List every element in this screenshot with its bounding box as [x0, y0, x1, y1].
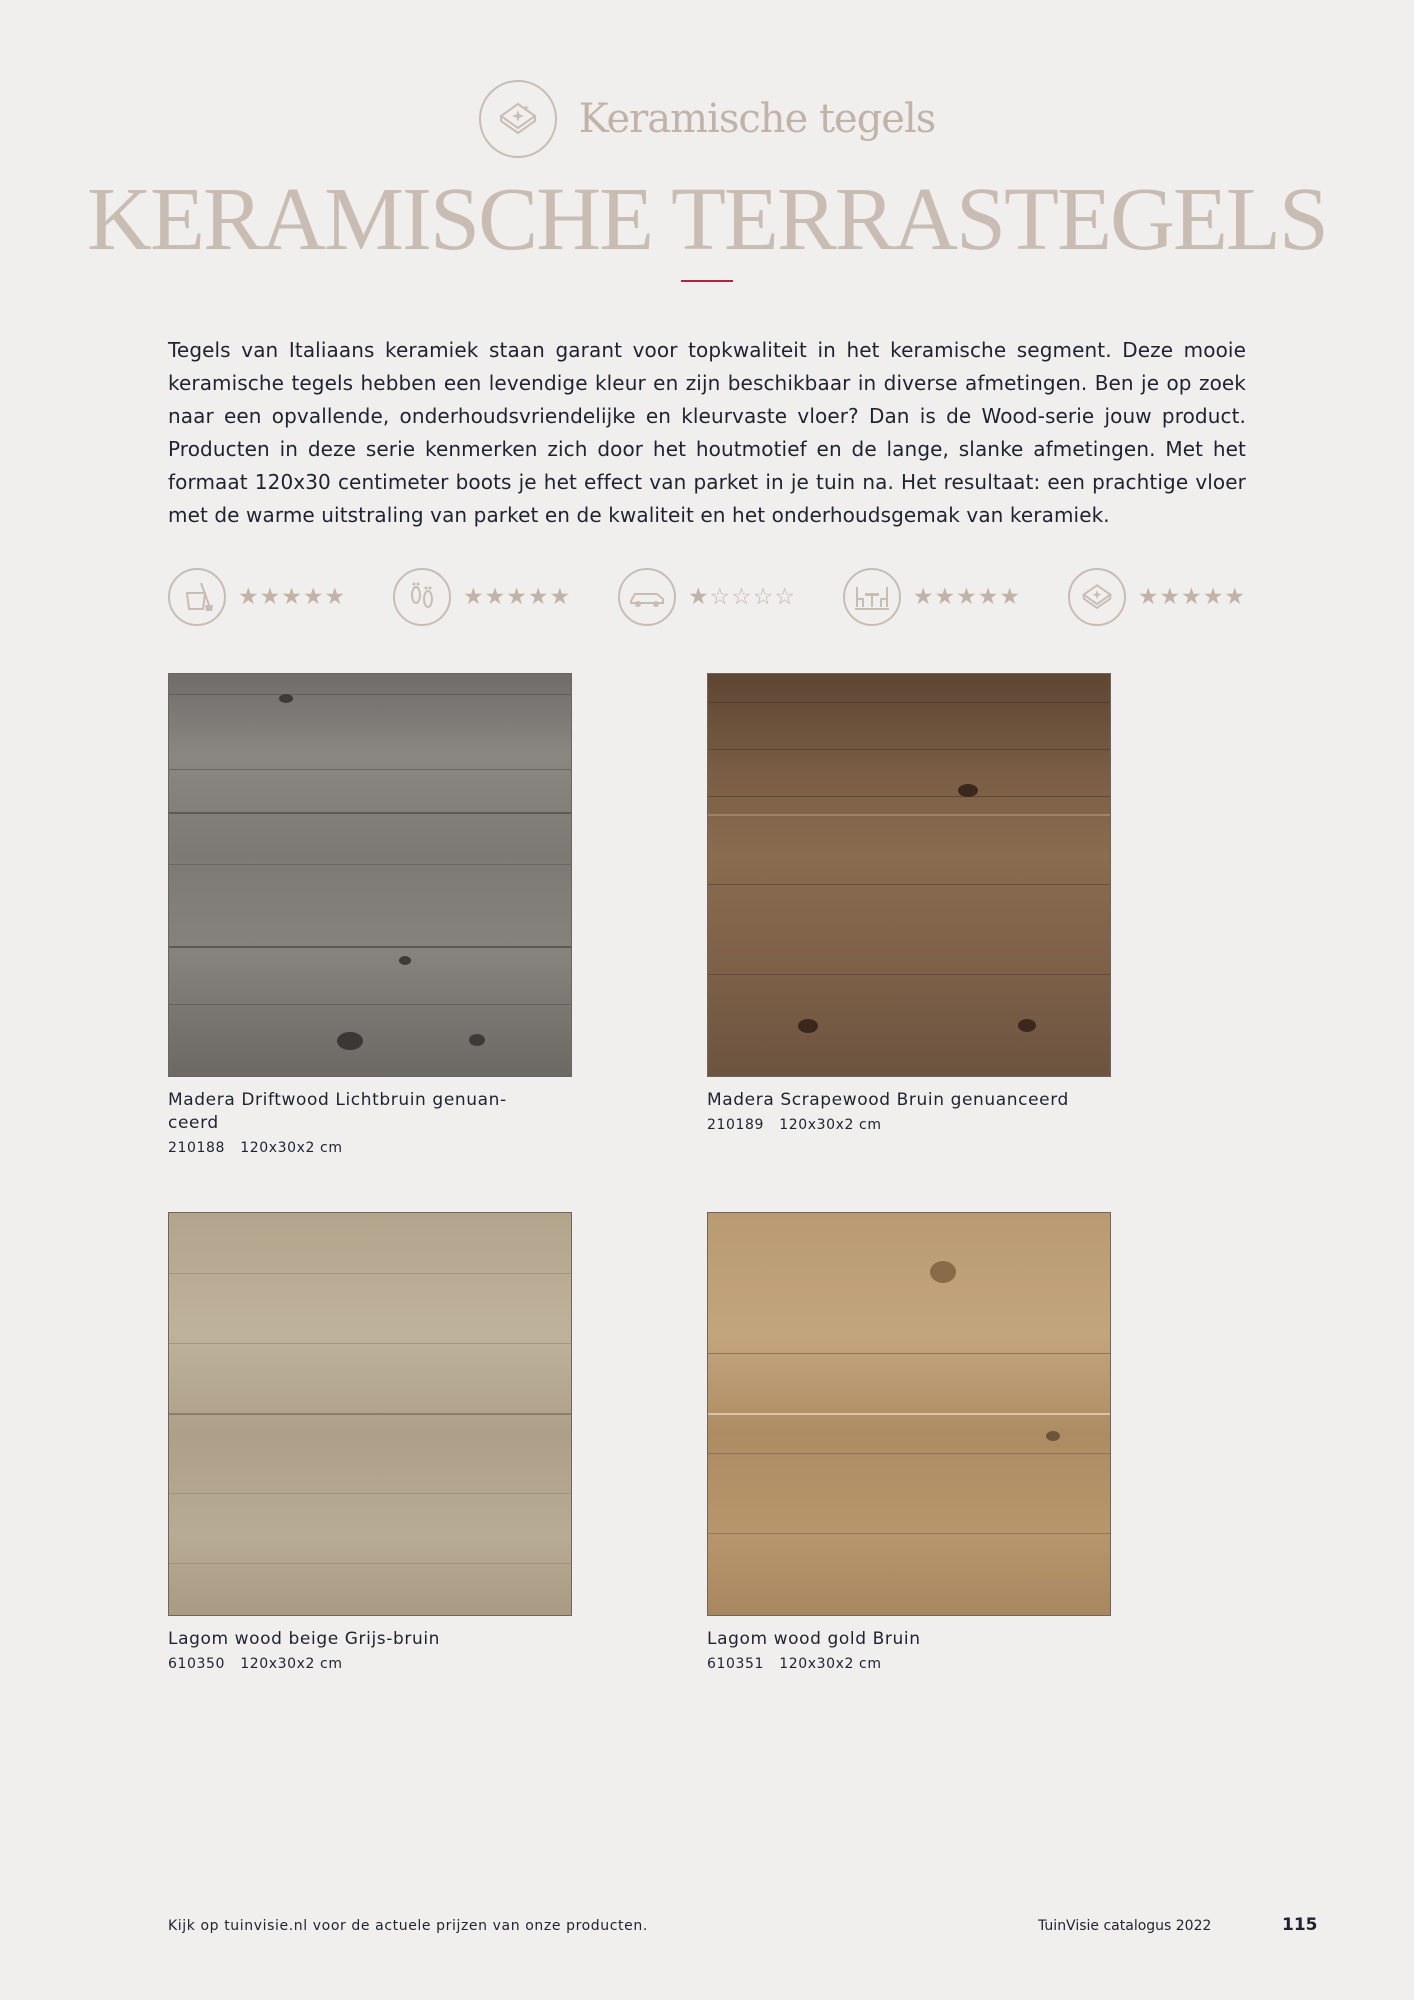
rating-stars: ★★★★★: [238, 584, 347, 610]
rating-walking: [393, 568, 571, 626]
rating-cleaning: [168, 568, 346, 626]
patio-furniture-icon: [843, 568, 901, 626]
footer-note: Kijk op tuinvisie.nl voor de actuele prijzen van onze producten.: [168, 1918, 648, 1934]
ratings-row: [168, 566, 1246, 628]
footer-catalog: TuinVisie catalogus 2022: [1038, 1918, 1212, 1934]
product-card: [707, 673, 1111, 1133]
page-title: KERAMISCHE TERRASTEGELS: [87, 170, 1327, 269]
tile-sparkle-icon: [479, 80, 557, 158]
product-name: Lagom wood beige Grijs-bruin: [168, 1629, 441, 1649]
rating-stars: ★☆☆☆☆: [687, 584, 797, 610]
rating-driving: [618, 568, 796, 626]
tile-sparkle-icon: [1068, 568, 1126, 626]
product-name: Madera Driftwood Lichtbruin genuan- ceerd: [168, 1090, 507, 1133]
page-number: 115: [1282, 1915, 1318, 1935]
product-name: Lagom wood gold Bruin: [707, 1629, 921, 1649]
product-image: [707, 1212, 1111, 1616]
accent-divider: [681, 280, 733, 282]
rating-furniture: [843, 568, 1021, 626]
footprints-icon: [393, 568, 451, 626]
product-image: [168, 673, 572, 1077]
product-card: [168, 673, 572, 1156]
car-icon: [618, 568, 676, 626]
rating-stars: ★★★★★: [912, 584, 1022, 610]
product-meta: 610351 120x30x2 cm: [707, 1656, 882, 1672]
product-meta: 210188 120x30x2 cm: [168, 1140, 343, 1156]
product-image: [707, 673, 1111, 1077]
product-card: [707, 1212, 1111, 1672]
product-card: [168, 1212, 572, 1672]
product-meta: 610350 120x30x2 cm: [168, 1656, 343, 1672]
rating-tile-quality: [1068, 568, 1246, 626]
product-meta: 210189 120x30x2 cm: [707, 1117, 882, 1133]
category-header: [0, 80, 1414, 158]
category-title: Keramische tegels: [578, 96, 936, 142]
cleaning-bucket-icon: [168, 568, 226, 626]
rating-stars: ★★★★★: [1137, 584, 1246, 610]
product-name: Madera Scrapewood Bruin genuanceerd: [707, 1090, 1069, 1110]
product-image: [168, 1212, 572, 1616]
rating-stars: ★★★★★: [462, 584, 572, 610]
intro-paragraph: Tegels van Italiaans keramiek staan garant voor topkwaliteit in het keramische segment. Deze mooie keramische tegels hebben een levendige kleur en zijn beschikbaar in diverse afmetingen. Ben je op zoek naar een opvallende, onderhoudsvriendelijke en kleurvaste vloer? Dan is de Wood-serie jouw product. Producten in deze serie kenmerken zich door het houtmotief en de lange, slanke afmetingen. Met het formaat 120x30 centimeter boots je het effect van parket in je tuin na. Het resultaat: een prachtige vloer met de warme uitstraling van parket en de kwaliteit en het onderhoudsgemak van keramiek.: [168, 338, 1246, 527]
